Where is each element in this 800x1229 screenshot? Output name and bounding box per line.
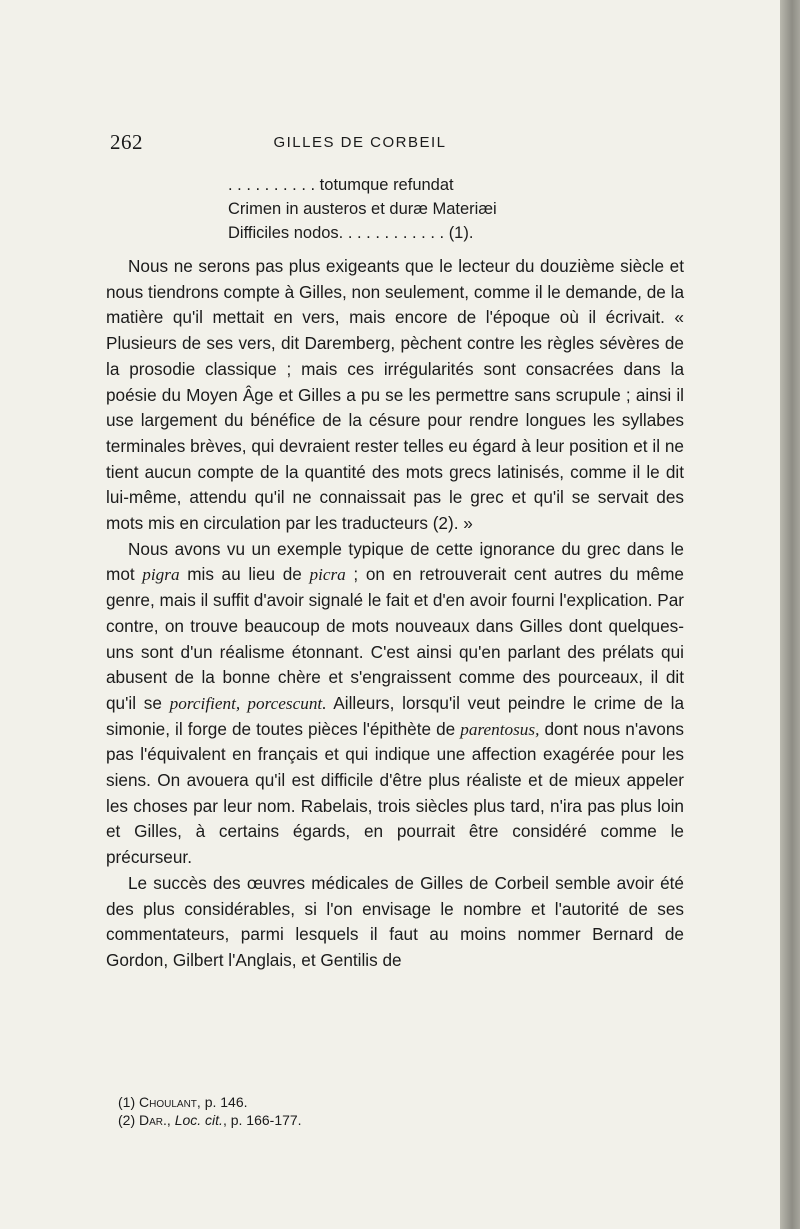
text-segment: Le succès des œuvres médicales de Gilles de Corbeil semble avoir été des plus considérables, si l'on envisage le nombre et l'autorité de ses commentateurs, parmi lesquels il faut au moins nommer Bernard de Gordon, Gilbert l'Anglais, et Gentilis de [106,872,684,970]
page-header [110,130,670,160]
paragraph [106,254,684,537]
footnote-ref: , p. 166-177. [222,1112,302,1128]
italic-term: picra [309,565,346,585]
paragraph [106,537,684,871]
text-segment: dont nous n'avons pas l'équivalent en français et qui indique une affection exagérée pour les siens. On avouera qu'il est difficile d'être plus réaliste et de mieux appeler les choses par leur nom. Rabelais, trois siècles plus tard, n'ira pas plus loin et Gilles, à certains égards, en pourrait être considéré comme le précurseur. [106,718,684,868]
footnote-separator: , [166,1112,175,1128]
footnote-ref: , p. 146. [196,1094,248,1110]
page-edge-shadow [780,0,800,1229]
paragraph [106,871,684,974]
footnote-marker: (1) [118,1094,136,1110]
text-segment: Nous avons vu un exemple typique de cette ignorance du grec dans le mot [106,538,684,585]
running-title: GILLES DE CORBEIL [273,134,447,151]
verse-line: . . . . . . . . . . totumque refundat [228,176,454,194]
text-segment: ; on en retrouverait cent autres du même genre, mais il suffit d'avoir signalé le fait et d'en avoir fourni l'explication. Par contre, on trouve beaucoup de mots nouveaux dans Gilles dont quelques-uns sont d'un réalisme étonnant. C'est ainsi qu'en parlant des prélats qui abusent de la bonne chère et s'engraissent comme des pourceaux, il dit qu'il se [106,564,684,713]
footnote-marker: (2) [118,1112,136,1128]
text-segment: mis au lieu de [179,564,310,585]
verse-quotation [228,173,548,245]
verse-line: Crimen in austeros et duræ Materiæi [228,200,497,218]
italic-term: porcifient, porcescunt. [169,693,327,713]
footnote-2 [118,1111,618,1129]
page-number: 262 [110,130,143,154]
text-segment: Ailleurs, lorsqu'il veut peindre le crime de la simonie, il forge de toutes pièces l'épithète de [106,692,685,739]
footnote-author: Choulant [139,1094,197,1110]
footnotes [118,1093,618,1129]
footnote-1 [118,1093,618,1111]
verse-line: Difficiles nodos. . . . . . . . . . . . (1). [228,224,474,242]
body-text [106,254,684,974]
italic-term: parentosus, [460,719,540,739]
footnote-italic: Loc. cit. [174,1112,223,1128]
text-segment: Nous ne serons pas plus exigeants que le lecteur du douzième siècle et nous tiendrons compte à Gilles, non seulement, comme il le demande, de la matière qu'il mettait en vers, mais encore de l'époque où il écrivait. « Plusieurs de ses vers, dit Daremberg, pèchent contre les règles sévères de la prosodie classique ; mais ces irrégularités sont consacrées dans la poésie du Moyen Âge et Gilles a pu se les permettre sans scrupule ; ainsi il use largement du bénéfice de la césure pour rendre longues les syllabes terminales brèves, qui devraient rester telles eu égard à leur position et il ne tient aucun compte de la quantité des mots grecs latinisés, comme il le dit lui-même, attendu qu'il ne connaissait pas le grec et qu'il se servait des mots mis en circulation par les traducteurs (2). » [106,256,685,534]
italic-term: pigra [142,565,180,585]
footnote-author: Dar. [139,1112,167,1128]
